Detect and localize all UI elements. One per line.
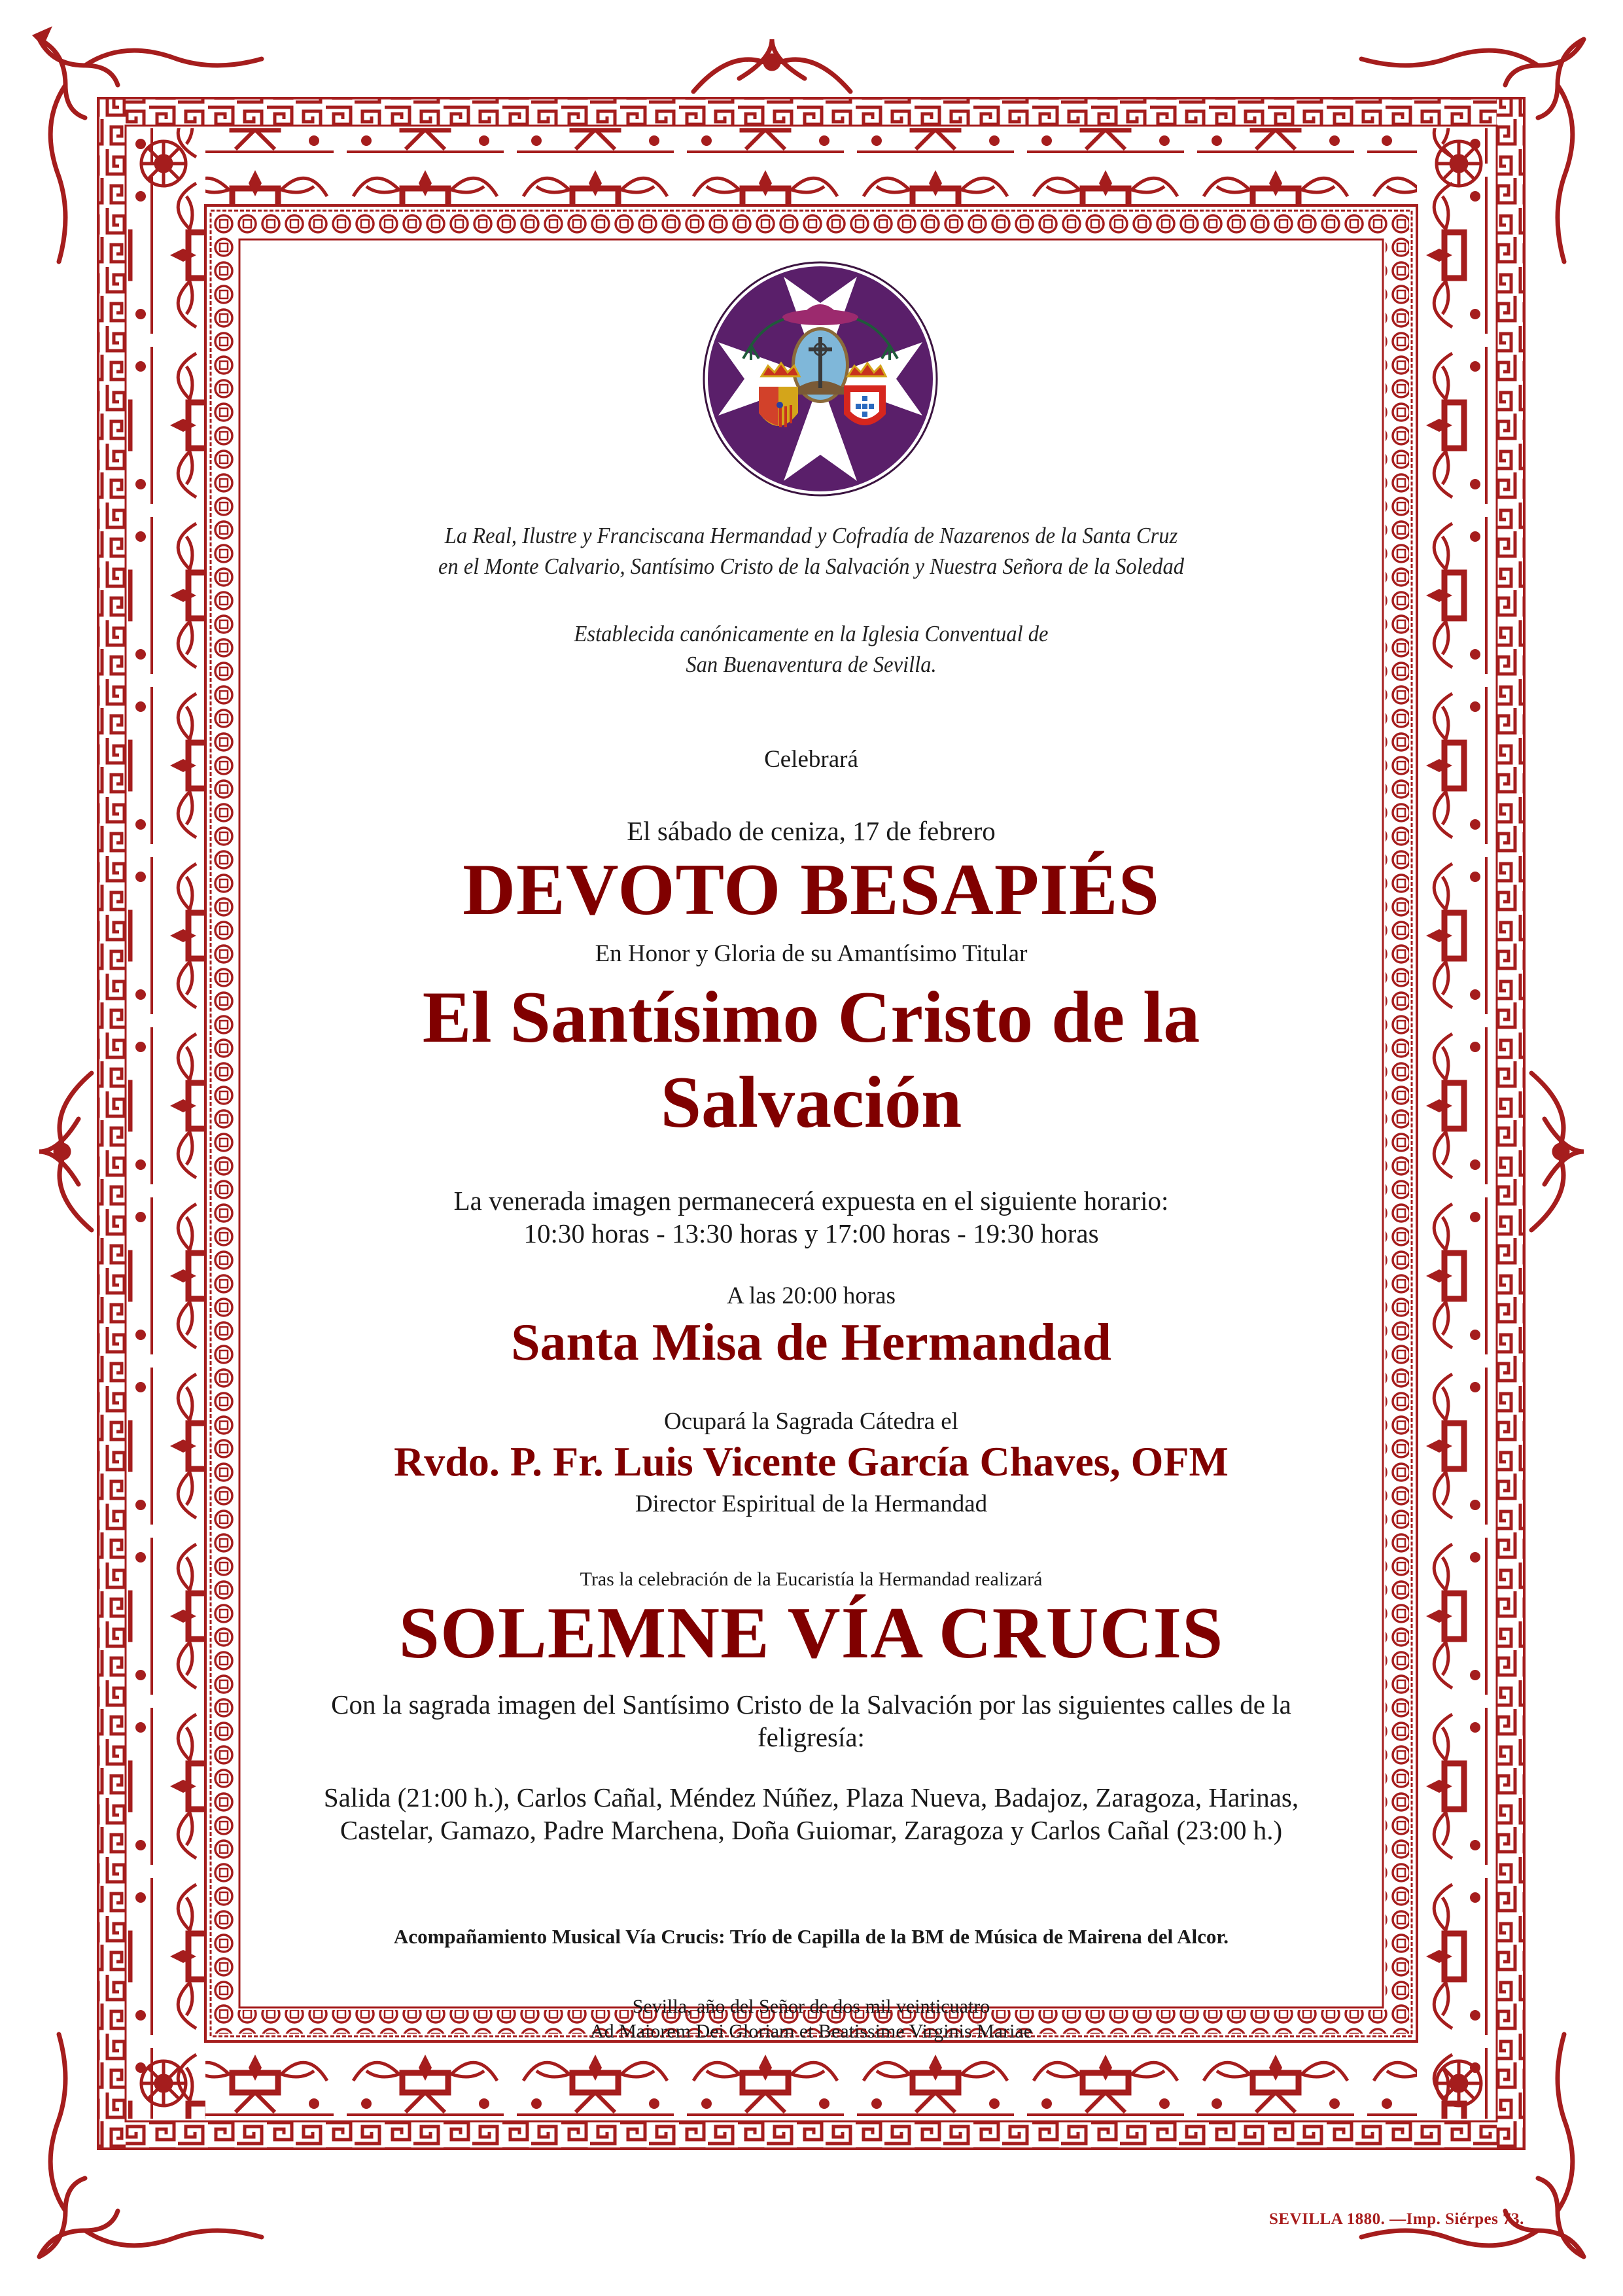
mass-time: A las 20:00 horas [727,1282,896,1309]
besapies-subtitle: En Honor y Gloria de su Amantísimo Titular [595,940,1028,967]
preacher-name: Rvdo. P. Fr. Luis Vicente García Chaves, OFM [394,1438,1229,1485]
viacrucis-line-1: Con la sagrada imagen del Santísimo Cristo de la Salvación por las siguientes calles de la [331,1689,1291,1720]
brotherhood-full-name [312,520,1310,582]
titular-name [262,975,1361,1145]
estab-line-2: San Buenaventura de Sevilla. [686,652,937,677]
after-mass-note: Tras la celebración de la Eucaristía la Hermandad realizará [580,1568,1043,1590]
viacrucis-title: SOLEMNE VÍA CRUCIS [398,1593,1224,1674]
closing-line-2: Ad Maiorem Dei Gloriam et Beatissime Virginis Mariae [589,2021,1033,2042]
printer-imprint: SEVILLA 1880. —Imp. Siérpes 73. [1269,2210,1524,2228]
viacrucis-line-2: feligresía: [758,1722,865,1752]
route-line-1: Salida (21:00 h.), Carlos Cañal, Méndez Núñez, Plaza Nueva, Badajoz, Zaragoza, Harinas, [323,1782,1299,1812]
intro-line-1: La Real, Ilustre y Franciscana Hermandad y Cofradía de Nazarenos de la Santa Cruz [444,523,1178,548]
musical-accompaniment: Acompañamiento Musical Vía Crucis: Trío de Capilla de la BM de Música de Mairena del Alcor. [393,1925,1229,1948]
mass-title: Santa Misa de Hermandad [511,1314,1111,1371]
establishment-note [312,618,1310,680]
route-line-2: Castelar, Gamazo, Padre Marchena, Doña Guiomar, Zaragoza y Carlos Cañal (23:00 h.) [340,1815,1283,1845]
celebrara-label: Celebrará [764,746,858,773]
estab-line-1: Establecida canónicamente en la Iglesia Conventual de [574,621,1049,646]
route-list [262,1781,1361,1846]
closing-line-1: Sevilla, año del Señor de dos mil veinticuatro [632,1996,990,2017]
schedule-intro: La venerada imagen permanecerá expuesta en el siguiente horario: [453,1186,1169,1216]
viacrucis-description [262,1688,1361,1754]
intro-line-2: en el Monte Calvario, Santísimo Cristo de la Salvación y Nuestra Señora de la Soledad [438,554,1185,579]
besapies-title: DEVOTO BESAPIÉS [462,849,1160,930]
preacher-role: Director Espiritual de la Hermandad [635,1491,988,1517]
event-date: El sábado de ceniza, 17 de febrero [627,816,996,846]
titular-line-1: El Santísimo Cristo de la [422,977,1200,1058]
schedule-times: 10:30 horas - 13:30 horas y 17:00 horas - 19:30 horas [523,1218,1099,1248]
brotherhood-crest-icon [699,257,942,501]
preacher-intro: Ocupará la Sagrada Cátedra el [664,1408,958,1435]
titular-line-2: Salvación [660,1062,962,1143]
closing [262,1994,1361,2044]
